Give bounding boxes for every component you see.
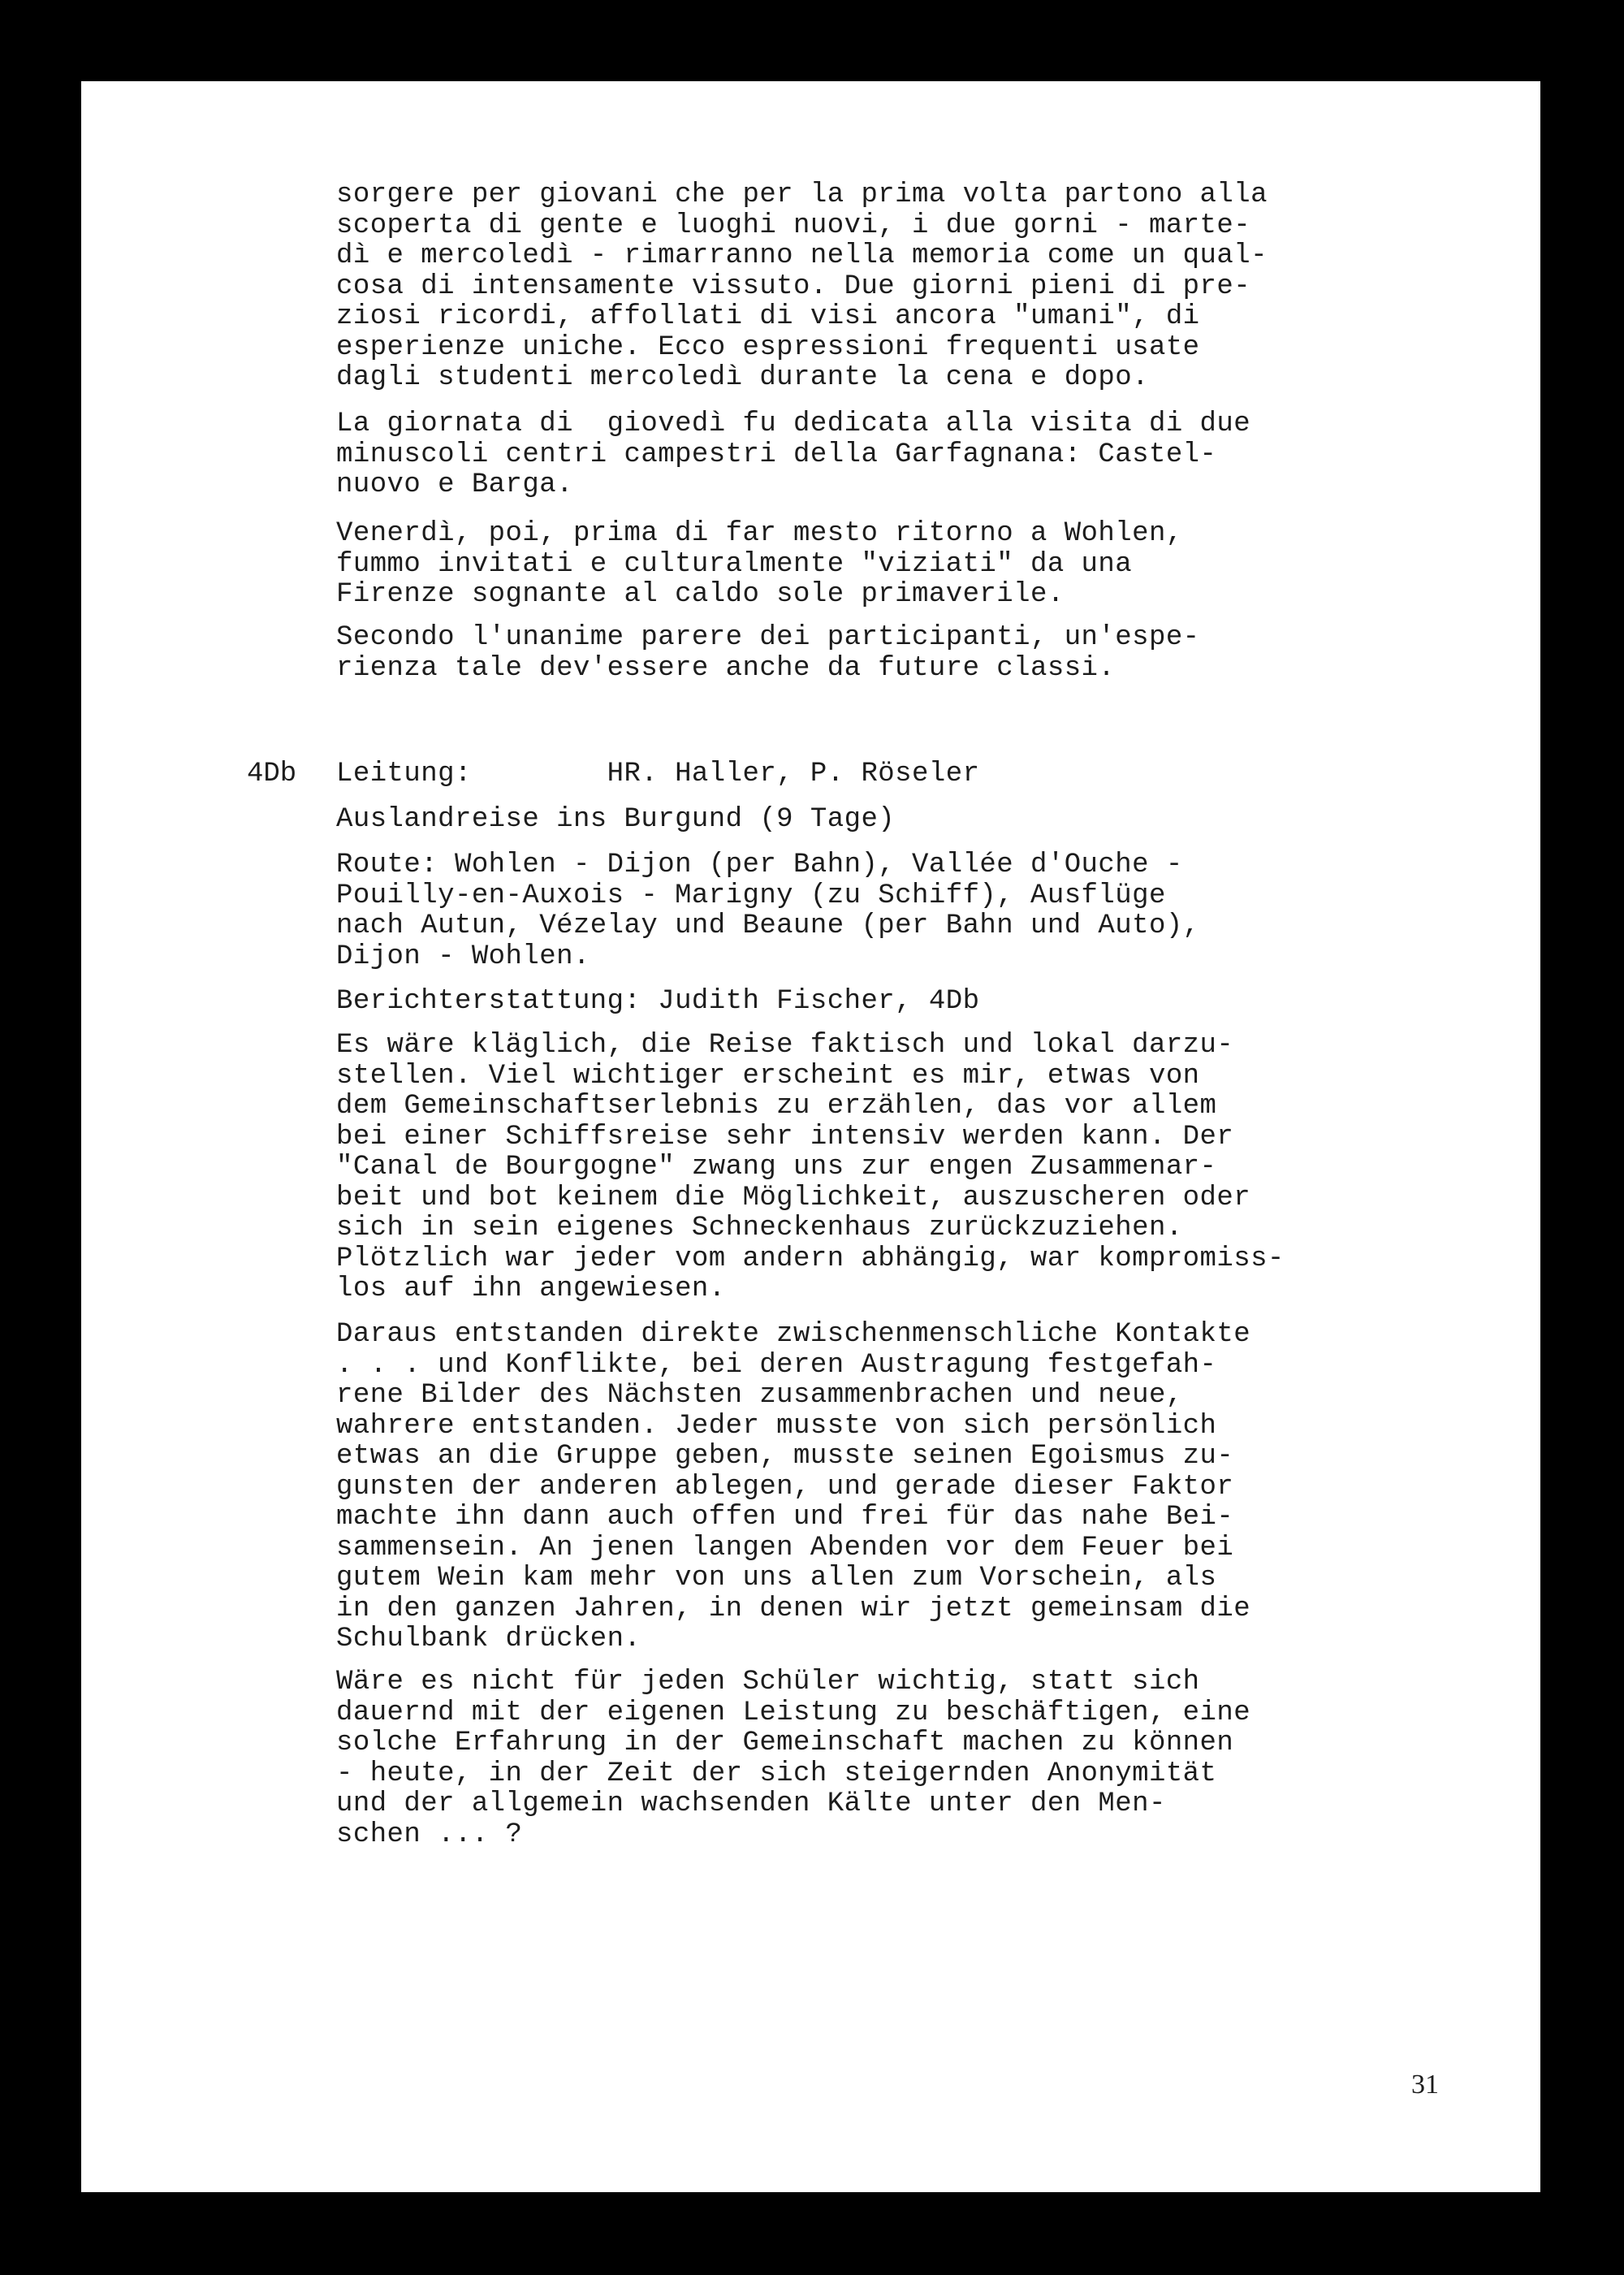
reporter-line: Berichterstattung: Judith Fischer, 4Db [336,986,980,1017]
paragraph-german-1: Es wäre kläglich, die Reise faktisch und lokal darzu- stellen. Viel wichtiger erscheint es mir, etwas von dem Gemeinschaftserlebnis zu erzählen, das vor allem bei einer Schiffsreise sehr intensiv werden kann. Der "Canal de Bourgogne" zwang uns zur engen Zusammenar- beit und bot keinem die Möglichkeit, auszuscheren oder sich in sein eigenes Schneckenhaus zurückzuziehen. Plötzlich war jeder vom andern abhängig, war kompromiss- los auf ihn angewiesen. [336,1030,1285,1304]
paragraph-italian-4: Secondo l'unanime parere dei participanti, un'espe- rienza tale dev'essere anche da future classi. [336,622,1200,684]
section-title: Auslandreise ins Burgund (9 Tage) [336,804,896,835]
paragraph-german-3: Wäre es nicht für jeden Schüler wichtig, statt sich dauernd mit der eigenen Leistung zu beschäftigen, eine solche Erfahrung in der Gemeinschaft machen zu können - heute, in der Zeit der sich steigernden Anonymität und der allgemein wachsenden Kälte unter den Men- schen ... ? [336,1667,1251,1850]
paragraph-italian-3: Venerdì, poi, prima di far mesto ritorno a Wohlen, fummo invitati e culturalmente "viziati" da una Firenze sognante al caldo sole primaverile. [336,518,1183,610]
class-label: 4Db [247,759,297,789]
route-paragraph: Route: Wohlen - Dijon (per Bahn), Vallée d'Ouche - Pouilly-en-Auxois - Marigny (zu Schiff), Ausflüge nach Autun, Vézelay und Beaune (per Bahn und Auto), Dijon - Wohlen. [336,850,1200,972]
paragraph-italian-1: sorgere per giovani che per la prima volta partono alla scoperta di gente e luoghi nuovi, i due gorni - marte- dì e mercoledì - rimarranno nella memoria come un qual- cosa di intensamente vissuto. Due giorni pieni di pre- ziosi ricordi, affollati di visi ancora "umani", di esperienze uniche. Ecco espressioni frequenti usate dagli studenti mercoledì durante la cena e dopo. [336,179,1268,393]
document-page [81,81,1540,2192]
page-number: 31 [1411,2070,1439,2100]
paragraph-italian-2: La giornata di giovedì fu dedicata alla visita di due minuscoli centri campestri della Garfagnana: Castel- nuovo e Barga. [336,409,1251,500]
paragraph-german-2: Daraus entstanden direkte zwischenmenschliche Kontakte . . . und Konflikte, bei deren Austragung festgefah- rene Bilder des Nächsten zusammenbrachen und neue, wahrere entstanden. Jeder musste von sich persönlich etwas an die Gruppe geben, musste seinen Egoismus zu- gunsten der anderen ablegen, und gerade dieser Faktor machte ihn dann auch offen und frei für das nahe Bei- sammensein. An jenen langen Abenden vor dem Feuer bei gutem Wein kam mehr von uns allen zum Vorschein, als in den ganzen Jahren, in denen wir jetzt gemeinsam die Schulbank drücken. [336,1319,1251,1654]
leitung-line: Leitung: HR. Haller, P. Röseler [336,759,980,789]
